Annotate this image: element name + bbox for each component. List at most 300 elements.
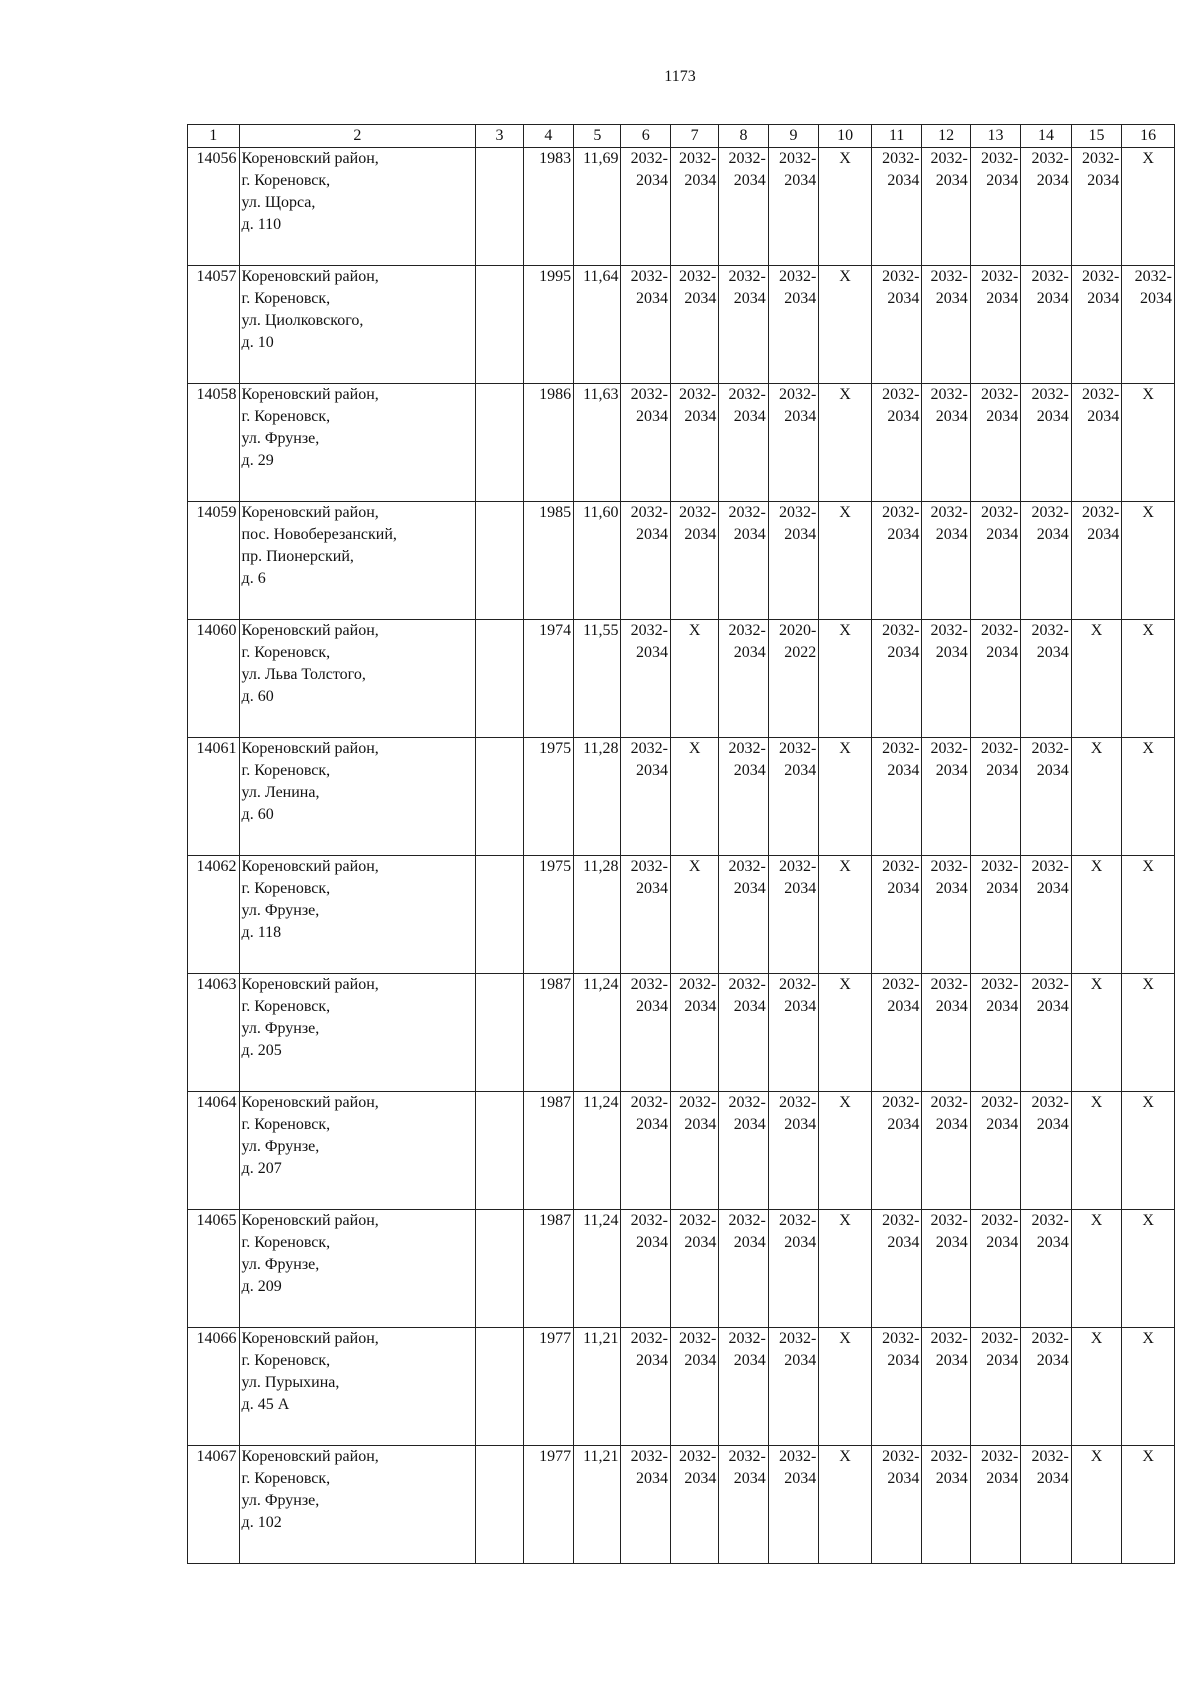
period-text: X — [1142, 150, 1154, 167]
period-text: X — [839, 858, 851, 875]
value-cell: 11,64 — [574, 266, 621, 384]
period-cell-c13 — [970, 384, 1021, 502]
year-cell: 1975 — [523, 738, 574, 856]
period-text: 2032- — [679, 976, 717, 993]
table-row — [188, 856, 1175, 974]
period-text: 2032- — [882, 386, 920, 403]
period-text: 2034 — [887, 1352, 920, 1369]
period-cell-c13 — [970, 738, 1021, 856]
period-cell-c6 — [621, 384, 670, 502]
period-text: 2034 — [635, 880, 668, 897]
period-text: 2032- — [1031, 504, 1069, 521]
period-text: 2032- — [980, 150, 1019, 167]
period-text: 2032- — [930, 504, 968, 521]
period-cell-c8 — [719, 148, 768, 266]
period-cell-c15 — [1071, 1328, 1122, 1446]
period-cell-c15 — [1071, 148, 1122, 266]
period-cell-c9 — [768, 384, 819, 502]
period-cell-c16 — [1122, 974, 1175, 1092]
period-text: 2034 — [784, 1234, 817, 1251]
year-cell: 1995 — [523, 266, 574, 384]
value-cell: 11,21 — [574, 1446, 621, 1564]
period-text: X — [1090, 858, 1103, 875]
period-text: 2034 — [935, 1116, 968, 1133]
period-text: X — [1090, 1094, 1103, 1111]
period-text: 2034 — [986, 290, 1019, 307]
period-text: 2032- — [930, 1094, 968, 1111]
period-cell-c12 — [922, 856, 970, 974]
address-line: д. 60 — [241, 688, 274, 705]
period-text: 2032- — [778, 504, 817, 521]
period-cell-c9 — [768, 266, 819, 384]
period-text: 2034 — [784, 998, 817, 1015]
period-cell-c9 — [768, 738, 819, 856]
period-text: 2034 — [1087, 290, 1120, 307]
period-text: 2034 — [635, 1234, 668, 1251]
period-cell-c6 — [621, 856, 670, 974]
address-line: д. 118 — [241, 924, 282, 941]
period-cell-c9 — [768, 502, 819, 620]
value-cell: 11,24 — [574, 1210, 621, 1328]
period-text: 2032- — [1031, 622, 1069, 639]
period-cell-c8 — [719, 384, 768, 502]
period-text: 2032- — [882, 622, 920, 639]
period-cell-c16 — [1122, 266, 1175, 384]
period-text: 2034 — [887, 172, 920, 189]
table-row — [188, 502, 1175, 620]
period-cell-c16 — [1122, 738, 1175, 856]
header-row — [188, 125, 1175, 148]
period-text: 2034 — [986, 1352, 1019, 1369]
period-text: 2034 — [1036, 762, 1069, 779]
period-text: X — [1090, 1448, 1103, 1465]
period-text: 2020- — [778, 622, 817, 639]
period-cell-c7 — [670, 620, 718, 738]
address-line: д. 205 — [241, 1042, 282, 1059]
column-3-cell — [476, 1328, 523, 1446]
period-text: X — [1142, 622, 1154, 639]
period-cell-c8 — [719, 1210, 768, 1328]
period-text: 2032- — [778, 1330, 817, 1347]
period-text: 2034 — [733, 290, 766, 307]
address-line: г. Кореновск, — [241, 998, 331, 1015]
row-number: 14056 — [188, 148, 240, 266]
period-text: 2034 — [784, 762, 817, 779]
period-text: 2032- — [882, 1330, 920, 1347]
period-text: X — [1142, 1448, 1154, 1465]
period-cell-c10 — [819, 1092, 872, 1210]
period-cell-c16 — [1122, 148, 1175, 266]
period-cell-c10 — [819, 738, 872, 856]
table-row — [188, 620, 1175, 738]
period-text: X — [839, 976, 851, 993]
period-cell-c16 — [1122, 502, 1175, 620]
address-cell — [239, 738, 476, 856]
address-line: г. Кореновск, — [241, 290, 331, 307]
table-row — [188, 1210, 1175, 1328]
period-cell-c12 — [922, 266, 970, 384]
table-row — [188, 1328, 1175, 1446]
period-text: 2034 — [1140, 290, 1172, 307]
table-row — [188, 1446, 1175, 1564]
value-cell: 11,28 — [574, 856, 621, 974]
period-text: 2032- — [930, 740, 968, 757]
period-text: 2032- — [1081, 386, 1120, 403]
period-text: 2034 — [733, 880, 766, 897]
column-header-5: 5 — [574, 125, 621, 148]
period-text: 2032- — [630, 976, 668, 993]
period-cell-c7 — [670, 1446, 718, 1564]
period-text: 2034 — [784, 1470, 817, 1487]
column-header-3: 3 — [476, 125, 523, 148]
period-text: 2032- — [980, 740, 1019, 757]
period-text: 2034 — [733, 1234, 766, 1251]
period-cell-c6 — [621, 1092, 670, 1210]
period-text: 2032- — [882, 268, 920, 285]
column-header-10: 10 — [819, 125, 872, 148]
period-text: 2032- — [679, 504, 717, 521]
period-cell-c7 — [670, 1210, 718, 1328]
address-line: ул. Фрунзе, — [241, 430, 320, 447]
period-text: 2032- — [728, 1212, 766, 1229]
period-cell-c8 — [719, 856, 768, 974]
period-cell-c10 — [819, 856, 872, 974]
period-text: 2034 — [1036, 1352, 1069, 1369]
period-text: 2034 — [684, 290, 717, 307]
period-text: X — [1090, 1212, 1103, 1229]
period-text: 2034 — [887, 526, 920, 543]
address-cell — [239, 148, 476, 266]
period-text: 2034 — [887, 644, 920, 661]
period-text: 2034 — [986, 1470, 1019, 1487]
period-cell-c13 — [970, 266, 1021, 384]
column-3-cell — [476, 384, 523, 502]
period-text: 2032- — [679, 150, 717, 167]
period-text: 2032- — [630, 622, 668, 639]
period-text: 2032- — [930, 386, 968, 403]
period-cell-c9 — [768, 1328, 819, 1446]
period-text: 2032- — [980, 622, 1019, 639]
column-3-cell — [476, 856, 523, 974]
period-text: 2034 — [986, 1116, 1019, 1133]
period-text: 2034 — [1036, 290, 1069, 307]
period-text: X — [839, 622, 851, 639]
period-text: 2034 — [887, 880, 920, 897]
period-text: X — [1090, 622, 1103, 639]
period-text: 2034 — [733, 998, 766, 1015]
address-line: г. Кореновск, — [241, 762, 331, 779]
period-text: 2022 — [784, 644, 817, 661]
year-cell: 1986 — [523, 384, 574, 502]
period-cell-c13 — [970, 1210, 1021, 1328]
period-text: X — [688, 858, 701, 875]
period-text: 2032- — [882, 858, 920, 875]
period-cell-c12 — [922, 738, 970, 856]
period-cell-c9 — [768, 856, 819, 974]
period-text: 2032- — [778, 386, 817, 403]
period-text: 2034 — [684, 1116, 717, 1133]
registry-table — [187, 124, 1175, 1564]
address-line: д. 110 — [241, 216, 282, 233]
year-cell: 1977 — [523, 1446, 574, 1564]
period-text: X — [688, 740, 701, 757]
period-cell-c14 — [1021, 1328, 1072, 1446]
period-text: 2032- — [882, 1448, 920, 1465]
address-cell — [239, 1210, 476, 1328]
period-text: 2032- — [1031, 976, 1069, 993]
period-cell-c15 — [1071, 620, 1122, 738]
period-text: 2034 — [935, 1234, 968, 1251]
period-text: 2032- — [778, 976, 817, 993]
table-row — [188, 738, 1175, 856]
period-text: 2032- — [728, 1094, 766, 1111]
period-cell-c16 — [1122, 1210, 1175, 1328]
period-text: 2032- — [630, 386, 668, 403]
period-cell-c15 — [1071, 502, 1122, 620]
address-line: ул. Ленина, — [241, 784, 320, 801]
column-header-12: 12 — [922, 125, 970, 148]
period-text: 2032- — [930, 150, 968, 167]
period-text: 2034 — [635, 290, 668, 307]
address-line: г. Кореновск, — [241, 172, 331, 189]
period-text: 2032- — [728, 740, 766, 757]
period-text: 2034 — [986, 880, 1019, 897]
period-cell-c14 — [1021, 1092, 1072, 1210]
address-line: ул. Фрунзе, — [241, 1256, 320, 1273]
period-text: 2034 — [635, 998, 668, 1015]
period-text: 2034 — [635, 1470, 668, 1487]
column-3-cell — [476, 1446, 523, 1564]
address-cell — [239, 1446, 476, 1564]
page-number: 1173 — [664, 68, 696, 85]
period-text: 2032- — [778, 740, 817, 757]
address-cell — [239, 974, 476, 1092]
row-number: 14063 — [188, 974, 240, 1092]
address-line: Кореновский район, — [241, 1448, 379, 1465]
period-cell-c10 — [819, 620, 872, 738]
period-text: 2034 — [935, 1352, 968, 1369]
period-cell-c7 — [670, 1092, 718, 1210]
address-line: Кореновский район, — [241, 504, 379, 521]
period-text: 2034 — [887, 762, 920, 779]
period-cell-c13 — [970, 148, 1021, 266]
period-cell-c11 — [871, 738, 922, 856]
period-cell-c12 — [922, 1328, 970, 1446]
period-text: 2032- — [728, 386, 766, 403]
period-cell-c14 — [1021, 502, 1072, 620]
period-cell-c7 — [670, 738, 718, 856]
period-text: 2032- — [630, 1448, 668, 1465]
period-text: 2032- — [930, 1212, 968, 1229]
address-line: Кореновский район, — [241, 150, 379, 167]
period-text: 2034 — [887, 998, 920, 1015]
period-text: 2034 — [784, 1352, 817, 1369]
period-text: 2034 — [1036, 1116, 1069, 1133]
row-number: 14058 — [188, 384, 240, 502]
period-text: 2032- — [778, 1212, 817, 1229]
address-cell — [239, 856, 476, 974]
period-cell-c12 — [922, 974, 970, 1092]
period-text: X — [1142, 976, 1154, 993]
period-cell-c6 — [621, 738, 670, 856]
period-text: 2034 — [887, 408, 920, 425]
period-cell-c11 — [871, 384, 922, 502]
period-text: 2034 — [1036, 880, 1069, 897]
period-cell-c12 — [922, 620, 970, 738]
period-text: 2034 — [887, 1116, 920, 1133]
period-cell-c10 — [819, 148, 872, 266]
period-cell-c6 — [621, 502, 670, 620]
period-text: X — [1090, 1330, 1103, 1347]
year-cell: 1987 — [523, 974, 574, 1092]
row-number: 14057 — [188, 266, 240, 384]
row-number: 14061 — [188, 738, 240, 856]
period-text: X — [1142, 1094, 1154, 1111]
period-text: 2034 — [784, 290, 817, 307]
period-text: 2034 — [733, 644, 766, 661]
period-text: 2034 — [635, 762, 668, 779]
period-text: 2032- — [1031, 1212, 1069, 1229]
period-text: X — [839, 1212, 851, 1229]
period-text: 2034 — [1087, 408, 1120, 425]
period-text: 2034 — [1087, 172, 1120, 189]
period-text: X — [1142, 1330, 1154, 1347]
year-cell: 1983 — [523, 148, 574, 266]
period-text: 2032- — [728, 1330, 766, 1347]
column-header-2: 2 — [239, 125, 476, 148]
period-text: 2034 — [684, 1234, 717, 1251]
period-cell-c9 — [768, 1092, 819, 1210]
period-cell-c15 — [1071, 738, 1122, 856]
period-cell-c16 — [1122, 1092, 1175, 1210]
period-text: 2034 — [635, 644, 668, 661]
address-line: Кореновский район, — [241, 622, 379, 639]
period-text: 2032- — [1031, 1448, 1069, 1465]
address-line: г. Кореновск, — [241, 644, 331, 661]
period-cell-c13 — [970, 1092, 1021, 1210]
column-3-cell — [476, 266, 523, 384]
period-text: X — [839, 268, 851, 285]
period-text: X — [1142, 858, 1154, 875]
period-cell-c10 — [819, 502, 872, 620]
column-header-14: 14 — [1021, 125, 1072, 148]
period-cell-c8 — [719, 620, 768, 738]
address-line: ул. Фрунзе, — [241, 1492, 320, 1509]
address-line: д. 209 — [241, 1278, 282, 1295]
table-row — [188, 384, 1175, 502]
period-text: 2034 — [887, 290, 920, 307]
column-header-8: 8 — [719, 125, 768, 148]
period-cell-c8 — [719, 1446, 768, 1564]
period-text: 2034 — [887, 1234, 920, 1251]
period-cell-c9 — [768, 974, 819, 1092]
period-text: 2032- — [930, 622, 968, 639]
value-cell: 11,69 — [574, 148, 621, 266]
period-text: 2034 — [733, 526, 766, 543]
period-cell-c10 — [819, 1446, 872, 1564]
address-line: Кореновский район, — [241, 740, 379, 757]
period-text: 2034 — [986, 408, 1019, 425]
period-text: 2034 — [1036, 526, 1069, 543]
column-3-cell — [476, 1092, 523, 1210]
period-text: 2032- — [630, 504, 668, 521]
period-text: 2034 — [733, 1470, 766, 1487]
period-cell-c12 — [922, 1446, 970, 1564]
period-cell-c14 — [1021, 738, 1072, 856]
column-3-cell — [476, 974, 523, 1092]
period-text: X — [1142, 504, 1154, 521]
period-text: 2034 — [784, 172, 817, 189]
period-text: 2032- — [930, 858, 968, 875]
period-text: X — [1142, 740, 1154, 757]
period-text: 2032- — [1081, 268, 1120, 285]
period-text: X — [1090, 740, 1103, 757]
period-text: 2032- — [630, 1330, 668, 1347]
period-text: 2032- — [882, 740, 920, 757]
row-number: 14060 — [188, 620, 240, 738]
period-cell-c10 — [819, 384, 872, 502]
period-cell-c16 — [1122, 1446, 1175, 1564]
period-text: 2034 — [784, 408, 817, 425]
period-text: 2032- — [930, 1330, 968, 1347]
period-text: 2032- — [1031, 1330, 1069, 1347]
period-text: X — [839, 740, 851, 757]
period-text: 2032- — [1081, 504, 1120, 521]
year-cell: 1987 — [523, 1092, 574, 1210]
value-cell: 11,21 — [574, 1328, 621, 1446]
period-text: 2034 — [635, 408, 668, 425]
period-cell-c10 — [819, 1328, 872, 1446]
column-3-cell — [476, 148, 523, 266]
period-text: 2032- — [930, 976, 968, 993]
year-cell: 1985 — [523, 502, 574, 620]
period-text: 2032- — [1081, 150, 1120, 167]
value-cell: 11,63 — [574, 384, 621, 502]
period-text: 2032- — [980, 504, 1019, 521]
period-cell-c15 — [1071, 384, 1122, 502]
row-number: 14065 — [188, 1210, 240, 1328]
address-line: г. Кореновск, — [241, 1116, 331, 1133]
period-cell-c7 — [670, 502, 718, 620]
column-header-7: 7 — [670, 125, 718, 148]
period-cell-c6 — [621, 974, 670, 1092]
address-line: пос. Новоберезанский, — [241, 526, 397, 543]
period-cell-c12 — [922, 384, 970, 502]
address-cell — [239, 620, 476, 738]
period-text: 2032- — [728, 504, 766, 521]
period-cell-c15 — [1071, 266, 1122, 384]
period-cell-c13 — [970, 974, 1021, 1092]
column-header-4: 4 — [523, 125, 574, 148]
column-3-cell — [476, 502, 523, 620]
period-text: 2032- — [1031, 858, 1069, 875]
address-line: г. Кореновск, — [241, 1234, 331, 1251]
address-line: ул. Льва Толстого, — [241, 666, 366, 683]
period-text: 2032- — [728, 1448, 766, 1465]
period-cell-c14 — [1021, 974, 1072, 1092]
period-text: 2032- — [930, 268, 968, 285]
period-cell-c8 — [719, 266, 768, 384]
column-header-16: 16 — [1122, 125, 1175, 148]
table-row — [188, 1092, 1175, 1210]
address-cell — [239, 502, 476, 620]
period-text: 2032- — [980, 1330, 1019, 1347]
period-text: 2034 — [784, 1116, 817, 1133]
address-line: г. Кореновск, — [241, 1470, 331, 1487]
period-text: 2032- — [679, 1330, 717, 1347]
period-text: 2032- — [630, 740, 668, 757]
address-line: г. Кореновск, — [241, 880, 331, 897]
